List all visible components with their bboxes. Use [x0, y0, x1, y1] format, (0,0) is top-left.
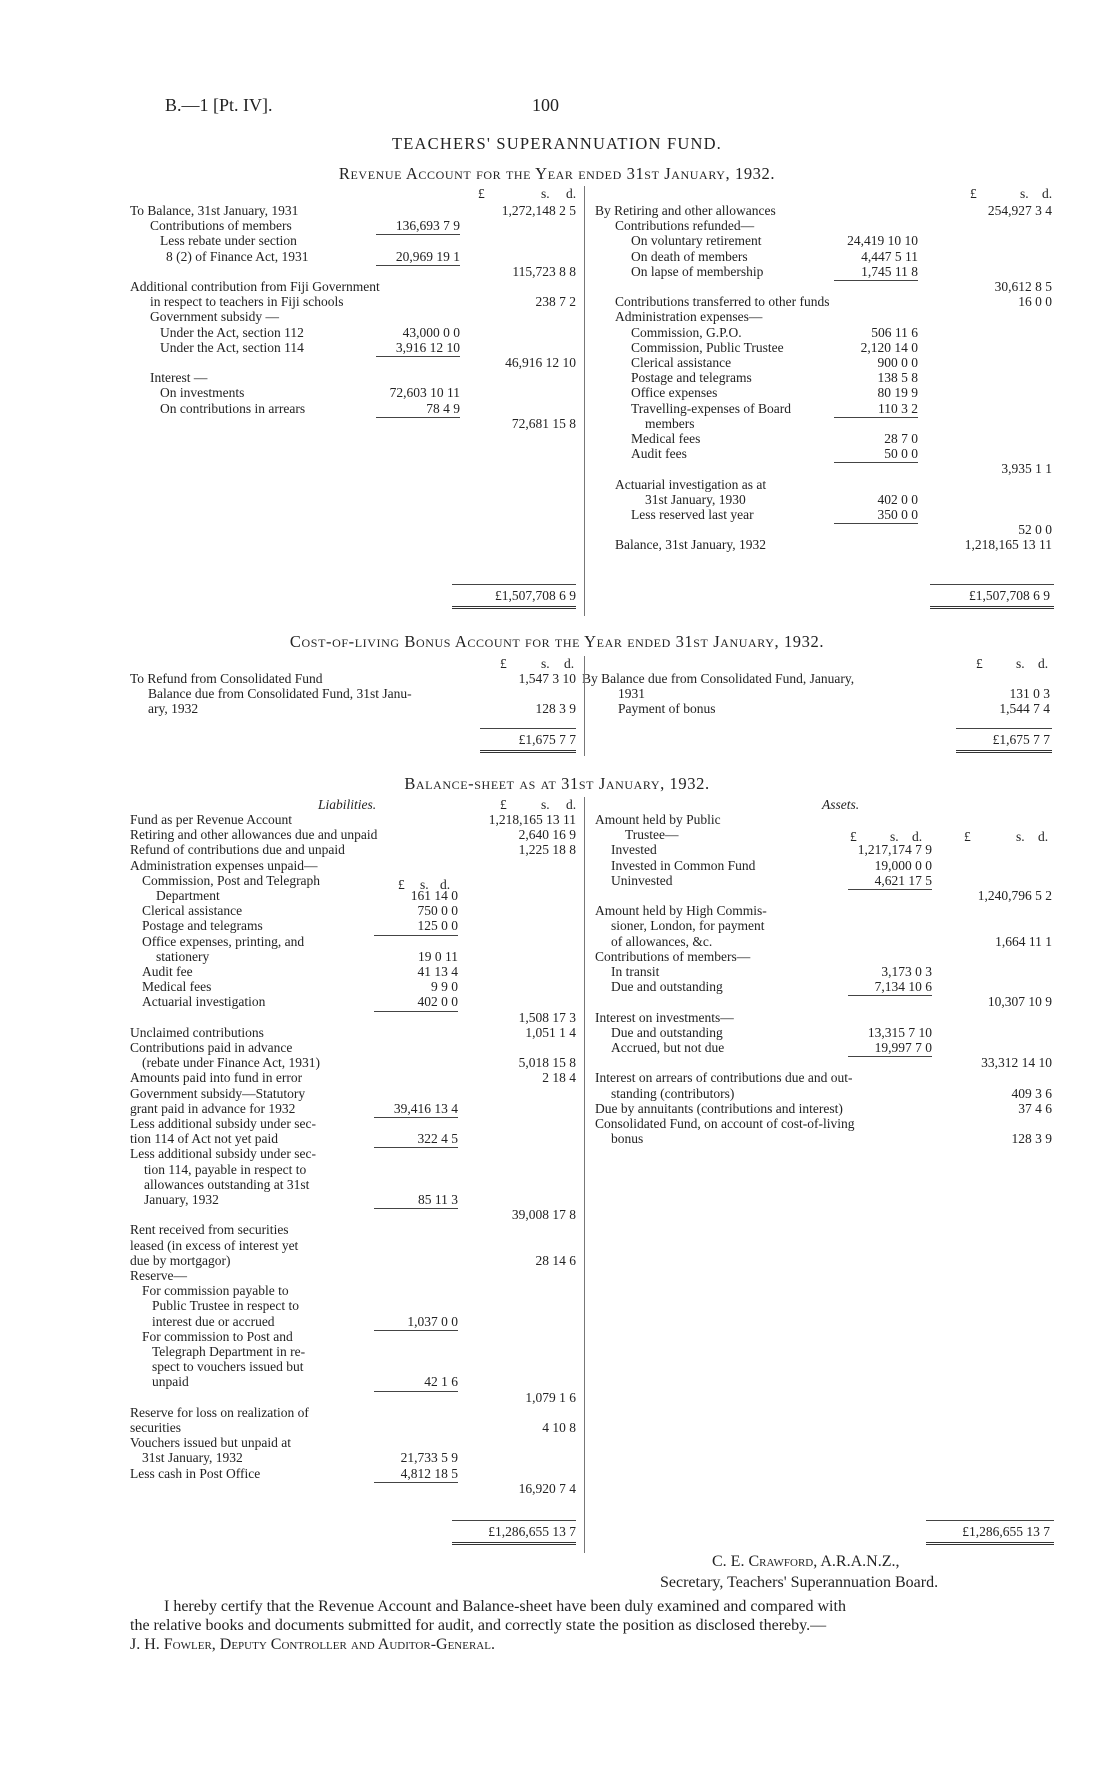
revenue-debit-label: Under the Act, section 112 [160, 324, 304, 340]
revenue-debit-total-underline [452, 606, 576, 609]
revenue-credit-amount: 52 0 0 [1018, 522, 1052, 538]
cost-of-living-column-divider [584, 656, 585, 756]
revenue-credit-label: Contributions refunded— [615, 218, 755, 234]
lsd-heading-shillings-credit: s. [1020, 186, 1029, 201]
cost-of-living-debit-label: To Refund from Consolidated Fund [130, 671, 323, 686]
liabilities-total: £1,286,655 13 7 [488, 1524, 576, 1539]
col-heading-pence-credit: d. [1038, 656, 1049, 671]
liability-label: 31st January, 1932 [142, 1450, 243, 1466]
revenue-debit-label: On contributions in arrears [160, 400, 306, 416]
revenue-credit-inner-amount: 24,419 10 10 [847, 233, 918, 249]
liability-label: Department [156, 888, 220, 903]
revenue-debit-label: Less rebate under section [160, 233, 297, 249]
cost-of-living-debit-label: Balance due from Consolidated Fund, 31st Janu- [148, 686, 412, 702]
liability-label: Office expenses, printing, and [142, 933, 305, 949]
cost-of-living-credit-amount: 131 0 3 [1009, 686, 1050, 702]
liabilities-total-rule [452, 1520, 576, 1521]
asset-label: Due and outstanding [611, 1024, 723, 1040]
revenue-credit-label: Balance, 31st January, 1932 [615, 537, 766, 553]
audit-certificate-line-1: I hereby certify that the Revenue Account and Balance-sheet have been duly examined and compared with [164, 1598, 846, 1615]
asset-label: bonus [611, 1131, 644, 1147]
revenue-credit-total-rule [930, 584, 1054, 585]
liability-label: Postage and telegrams [142, 918, 263, 934]
cost-of-living-debit-amount: 128 3 9 [535, 701, 576, 717]
asset-label: Due and outstanding [611, 979, 723, 995]
revenue-debit-label: To Balance, 31st January, 1931 [130, 203, 299, 218]
liability-label: securities [130, 1420, 181, 1435]
revenue-credit-label: members [645, 415, 695, 431]
liability-inner-amount: 322 4 5 [417, 1131, 458, 1147]
assets-heading: Assets. [822, 797, 860, 812]
liability-inner-amount: 39,416 13 4 [393, 1100, 458, 1116]
cost-of-living-debit-label: ary, 1932 [148, 701, 199, 717]
liability-amount: 16,920 7 4 [518, 1480, 576, 1496]
revenue-debit-total-rule [452, 584, 576, 585]
liability-subtotal-rule [374, 1117, 458, 1118]
revenue-credit-label: Administration expenses— [615, 309, 763, 325]
cost-of-living-debit-total-rule [480, 728, 576, 729]
revenue-debit-label: Interest — [150, 370, 208, 386]
liability-label: Refund of contributions due and unpaid [130, 842, 345, 858]
revenue-debit-label: Additional contribution from Fiji Government [130, 279, 380, 294]
lsd-heading-shillings: s. [541, 186, 550, 201]
revenue-debit-label: Under the Act, section 114 [160, 339, 304, 355]
revenue-credit-label: On death of members [631, 248, 748, 264]
revenue-debit-amount: 72,681 15 8 [511, 415, 576, 431]
revenue-credit-inner-amount: 2,120 14 0 [860, 339, 918, 355]
liability-label: Government subsidy—Statutory [130, 1085, 306, 1101]
liability-label: Rent received from securities [130, 1222, 289, 1238]
liability-inner-amount: 9 9 0 [431, 979, 458, 995]
liabilities-total-underline [452, 1542, 576, 1545]
liability-label: tion 114 of Act not yet paid [130, 1131, 278, 1147]
asset-label: Consolidated Fund, on account of cost-of-living [595, 1116, 855, 1131]
liability-label: Vouchers issued but unpaid at [130, 1435, 291, 1451]
revenue-debit-label: 8 (2) of Finance Act, 1931 [166, 248, 309, 264]
cost-of-living-credit-label: Payment of bonus [618, 701, 716, 717]
revenue-debit-inner-amount: 72,603 10 11 [389, 385, 460, 401]
revenue-credit-inner-amount: 402 0 0 [877, 491, 918, 507]
liability-label: January, 1932 [144, 1192, 219, 1207]
asset-label: Contributions of members— [595, 948, 751, 964]
revenue-credit-total-underline [930, 606, 1054, 609]
lsd-heading-pounds-credit: £ [970, 186, 977, 201]
asset-amount: 1,664 11 1 [995, 933, 1052, 949]
liability-label: spect to vouchers issued but [152, 1359, 304, 1375]
revenue-credit-label: Less reserved last year [631, 507, 754, 522]
asset-label: sioner, London, for payment [611, 918, 765, 934]
liability-label: Actuarial investigation [142, 994, 266, 1010]
lsd-heading-pounds: £ [478, 186, 485, 201]
asset-amount: 409 3 6 [1011, 1085, 1052, 1101]
col-heading-shillings: s. [541, 656, 550, 671]
liability-label: Telegraph Department in re- [152, 1344, 306, 1359]
asset-inner-amount: 3,173 0 3 [881, 964, 932, 979]
liability-label: Public Trustee in respect to [152, 1298, 299, 1314]
liability-label: allowances outstanding at 31st [144, 1176, 310, 1192]
liability-label: Commission, Post and Telegraph [142, 872, 321, 888]
liability-label: Less additional subsidy under sec- [130, 1116, 316, 1131]
asset-label: Interest on arrears of contributions due and out- [595, 1070, 853, 1086]
revenue-credit-inner-amount: 1,745 11 8 [861, 263, 918, 279]
signatory-name: C. E. Crawford, A.R.A.N.Z., [712, 1553, 900, 1570]
revenue-credit-amount: 16 0 0 [1018, 294, 1052, 310]
bs-inner-heading-shillings: s. [420, 877, 429, 892]
liabilities-heading: Liabilities. [318, 797, 377, 812]
liability-label: Contributions paid in advance [130, 1040, 293, 1055]
asset-label: standing (contributors) [611, 1085, 735, 1101]
cost-of-living-credit-label: 1931 [618, 686, 645, 702]
revenue-credit-label: Postage and telegrams [631, 370, 752, 386]
liability-amount: 1,051 1 4 [525, 1024, 576, 1040]
bs-heading-pounds: £ [500, 797, 507, 812]
asset-label: Invested in Common Fund [611, 857, 756, 873]
liability-inner-amount: 125 0 0 [417, 918, 458, 934]
asset-label: Accrued, but not due [611, 1040, 725, 1055]
revenue-credit-subtotal-rule [834, 417, 918, 418]
revenue-credit-amount: 1,218,165 13 11 [964, 537, 1052, 553]
liability-amount: 4 10 8 [542, 1420, 576, 1435]
col-heading-pence: d. [564, 656, 575, 671]
asset-label: Due by annuitants (contributions and interest) [595, 1100, 843, 1116]
revenue-debit-inner-amount: 136,693 7 9 [395, 218, 460, 234]
revenue-credit-label: By Retiring and other allowances [595, 203, 776, 218]
revenue-column-divider [584, 186, 585, 616]
balance-sheet-column-divider [584, 797, 585, 1553]
revenue-debit-total: £1,507,708 6 9 [495, 588, 576, 603]
bs-asset-inner-heading-shillings: s. [890, 829, 899, 844]
revenue-credit-inner-amount: 28 7 0 [884, 431, 918, 446]
revenue-credit-inner-amount: 50 0 0 [884, 446, 918, 462]
liability-label: Medical fees [142, 979, 212, 995]
lsd-heading-pence: d. [566, 186, 577, 201]
revenue-debit-label: in respect to teachers in Fiji schools [150, 294, 344, 310]
liability-label: tion 114, payable in respect to [144, 1161, 307, 1177]
revenue-credit-label: Actuarial investigation as at [615, 476, 767, 492]
revenue-credit-label: Clerical assistance [631, 355, 732, 370]
lsd-heading-pence-credit: d. [1042, 186, 1053, 201]
liability-amount: 1,225 18 8 [518, 842, 576, 858]
liability-amount: 2 18 4 [542, 1070, 576, 1086]
assets-total-underline [926, 1542, 1054, 1545]
asset-inner-amount: 19,000 0 0 [874, 857, 932, 873]
revenue-credit-inner-amount: 80 19 9 [877, 385, 918, 401]
revenue-debit-amount: 46,916 12 10 [505, 355, 576, 370]
revenue-credit-label: 31st January, 1930 [645, 491, 746, 507]
page-number: 100 [532, 95, 559, 115]
revenue-debit-label: Government subsidy — [150, 309, 279, 325]
revenue-credit-label: Office expenses [631, 385, 718, 401]
bs-heading-pence: d. [566, 797, 577, 812]
liability-label: Amounts paid into fund in error [130, 1070, 303, 1086]
revenue-credit-label: On lapse of membership [631, 263, 764, 279]
liability-label: leased (in excess of interest yet [130, 1237, 299, 1253]
revenue-credit-amount: 254,927 3 4 [987, 203, 1052, 218]
bs-asset-heading-shillings: s. [1016, 829, 1025, 844]
asset-amount: 37 4 6 [1018, 1100, 1052, 1116]
revenue-credit-amount: 3,935 1 1 [1001, 461, 1052, 477]
asset-inner-amount: 7,134 10 6 [874, 979, 932, 995]
asset-inner-amount: 4,621 17 5 [874, 872, 932, 888]
revenue-credit-inner-amount: 506 11 6 [871, 324, 918, 340]
liability-label: interest due or accrued [152, 1313, 275, 1329]
liability-inner-amount: 750 0 0 [417, 903, 458, 919]
liability-label: stationery [156, 948, 210, 964]
asset-amount: 33,312 14 10 [981, 1055, 1052, 1071]
revenue-debit-inner-amount: 43,000 0 0 [402, 324, 460, 340]
asset-amount: 10,307 10 9 [987, 994, 1052, 1010]
bs-asset-heading-pounds: £ [964, 829, 971, 844]
liability-inner-amount: 1,037 0 0 [407, 1313, 458, 1329]
revenue-credit-inner-amount: 110 3 2 [878, 400, 918, 416]
revenue-credit-label: Contributions transferred to other funds [615, 294, 830, 310]
asset-label: Amount held by High Commis- [595, 903, 767, 919]
bs-inner-heading-pence: d. [440, 877, 451, 892]
revenue-debit-subtotal-rule [376, 234, 460, 235]
liability-inner-amount: 42 1 6 [424, 1374, 458, 1390]
revenue-debit-inner-amount: 3,916 12 10 [395, 339, 460, 355]
revenue-credit-inner-amount: 900 0 0 [877, 355, 918, 370]
liability-label: Reserve for loss on realization of [130, 1404, 309, 1420]
liability-subtotal-rule [374, 935, 458, 936]
liability-amount: 1,218,165 13 11 [488, 812, 576, 827]
liability-amount: 1,508 17 3 [518, 1009, 576, 1025]
revenue-credit-label: Commission, Public Trustee [631, 339, 784, 355]
assets-total: £1,286,655 13 7 [962, 1524, 1050, 1539]
cost-of-living-debit-total: £1,675 7 7 [518, 732, 576, 747]
liability-inner-amount: 4,812 18 5 [400, 1465, 458, 1481]
asset-amount: 1,240,796 5 2 [977, 888, 1052, 903]
asset-amount: 128 3 9 [1011, 1131, 1052, 1147]
liability-inner-amount: 161 14 0 [410, 888, 458, 903]
liability-label: Retiring and other allowances due and unpaid [130, 827, 378, 843]
revenue-account-title: Revenue Account for the Year ended 31st January, 1932. [338, 164, 776, 183]
liability-inner-amount: 21,733 5 9 [400, 1450, 458, 1466]
asset-label: Interest on investments— [595, 1009, 734, 1025]
asset-label: Uninvested [611, 872, 673, 888]
revenue-debit-inner-amount: 20,969 19 1 [395, 248, 460, 264]
revenue-credit-inner-amount: 350 0 0 [877, 507, 918, 522]
liability-subtotal-rule [374, 1330, 458, 1331]
liability-label: Reserve— [130, 1268, 187, 1283]
revenue-debit-inner-amount: 78 4 9 [426, 400, 460, 416]
liability-inner-amount: 19 0 11 [418, 948, 458, 964]
col-heading-shillings-credit: s. [1016, 656, 1025, 671]
revenue-credit-total: £1,507,708 6 9 [969, 588, 1050, 603]
revenue-debit-amount: 115,723 8 8 [512, 263, 576, 279]
asset-inner-amount: 13,315 7 10 [867, 1024, 932, 1040]
liability-amount: 39,008 17 8 [511, 1207, 576, 1223]
revenue-credit-inner-amount: 4,447 5 11 [861, 248, 918, 264]
revenue-debit-label: Contributions of members [150, 218, 292, 234]
liability-label: due by mortgagor) [130, 1252, 231, 1268]
bs-asset-inner-heading-pence: d. [912, 829, 923, 844]
cost-of-living-credit-label: By Balance due from Consolidated Fund, January, [582, 671, 855, 686]
bs-asset-heading-pence: d. [1038, 829, 1049, 844]
revenue-credit-label: On voluntary retirement [631, 233, 762, 249]
revenue-debit-amount: 1,272,148 2 5 [501, 203, 576, 218]
bs-asset-inner-heading-pounds: £ [850, 829, 857, 844]
liability-label: Less additional subsidy under sec- [130, 1146, 316, 1162]
revenue-credit-inner-amount: 138 5 8 [877, 370, 918, 386]
liability-label: For commission payable to [142, 1283, 289, 1299]
liability-label: Audit fee [142, 964, 193, 979]
liability-subtotal-rule [374, 1147, 458, 1148]
fund-title: TEACHERS' SUPERANNUATION FUND. [391, 134, 723, 153]
revenue-credit-label: Medical fees [631, 431, 701, 446]
cost-of-living-credit-total: £1,675 7 7 [992, 732, 1050, 747]
asset-inner-amount: 19,997 7 0 [874, 1040, 932, 1055]
asset-label: of allowances, &c. [611, 933, 713, 949]
audit-certificate-line-3: J. H. Fowler, Deputy Controller and Auditor-General. [130, 1636, 495, 1653]
liability-label: Fund as per Revenue Account [130, 812, 292, 827]
col-heading-pounds-credit: £ [976, 656, 983, 671]
cost-of-living-debit-amount: 1,547 3 10 [518, 671, 576, 686]
asset-label: Amount held by Public [595, 812, 721, 827]
revenue-credit-amount: 30,612 8 5 [994, 279, 1052, 294]
liability-label: Administration expenses unpaid— [130, 857, 318, 873]
cost-of-living-debit-underline [480, 750, 576, 753]
liability-label: unpaid [152, 1374, 189, 1390]
liability-inner-amount: 41 13 4 [417, 964, 458, 979]
liability-inner-amount: 85 11 3 [418, 1192, 458, 1207]
liability-label: (rebate under Finance Act, 1931) [142, 1055, 321, 1071]
liability-label: Less cash in Post Office [130, 1465, 261, 1481]
revenue-credit-label: Travelling-expenses of Board [631, 400, 791, 416]
asset-inner-amount: 1,217,174 7 9 [857, 842, 932, 858]
signatory-role: Secretary, Teachers' Superannuation Board. [660, 1574, 939, 1591]
liability-label: Unclaimed contributions [130, 1024, 264, 1040]
cost-of-living-credit-amount: 1,544 7 4 [999, 701, 1050, 717]
liability-label: Clerical assistance [142, 903, 243, 919]
bs-inner-heading-pounds: £ [398, 877, 405, 892]
cost-of-living-title: Cost-of-living Bonus Account for the Year ended 31st January, 1932. [289, 632, 825, 651]
liability-label: grant paid in advance for 1932 [130, 1100, 296, 1116]
revenue-debit-amount: 238 7 2 [535, 294, 576, 310]
asset-label: Invested [611, 842, 657, 858]
cost-of-living-credit-underline [956, 750, 1052, 753]
revenue-credit-label: Audit fees [631, 446, 687, 462]
liability-amount: 1,079 1 6 [525, 1389, 576, 1405]
document-reference: B.—1 [Pt. IV]. [165, 95, 273, 115]
revenue-credit-label: Commission, G.P.O. [631, 324, 742, 340]
liability-amount: 5,018 15 8 [518, 1055, 576, 1071]
liability-amount: 2,640 16 9 [518, 827, 576, 843]
asset-label: In transit [611, 964, 660, 979]
cost-of-living-credit-total-rule [956, 728, 1052, 729]
liability-amount: 28 14 6 [535, 1252, 576, 1268]
balance-sheet-title: Balance-sheet as at 31st January, 1932. [404, 774, 710, 793]
bs-heading-shillings: s. [541, 797, 550, 812]
assets-total-rule [926, 1520, 1054, 1521]
asset-label: Trustee— [625, 827, 679, 843]
audit-certificate-line-2: the relative books and documents submitted for audit, and correctly state the position as disclosed thereby.— [130, 1617, 827, 1634]
col-heading-pounds: £ [500, 656, 507, 671]
liability-inner-amount: 402 0 0 [417, 994, 458, 1010]
liability-label: For commission to Post and [142, 1328, 293, 1344]
revenue-debit-label: On investments [160, 385, 245, 401]
